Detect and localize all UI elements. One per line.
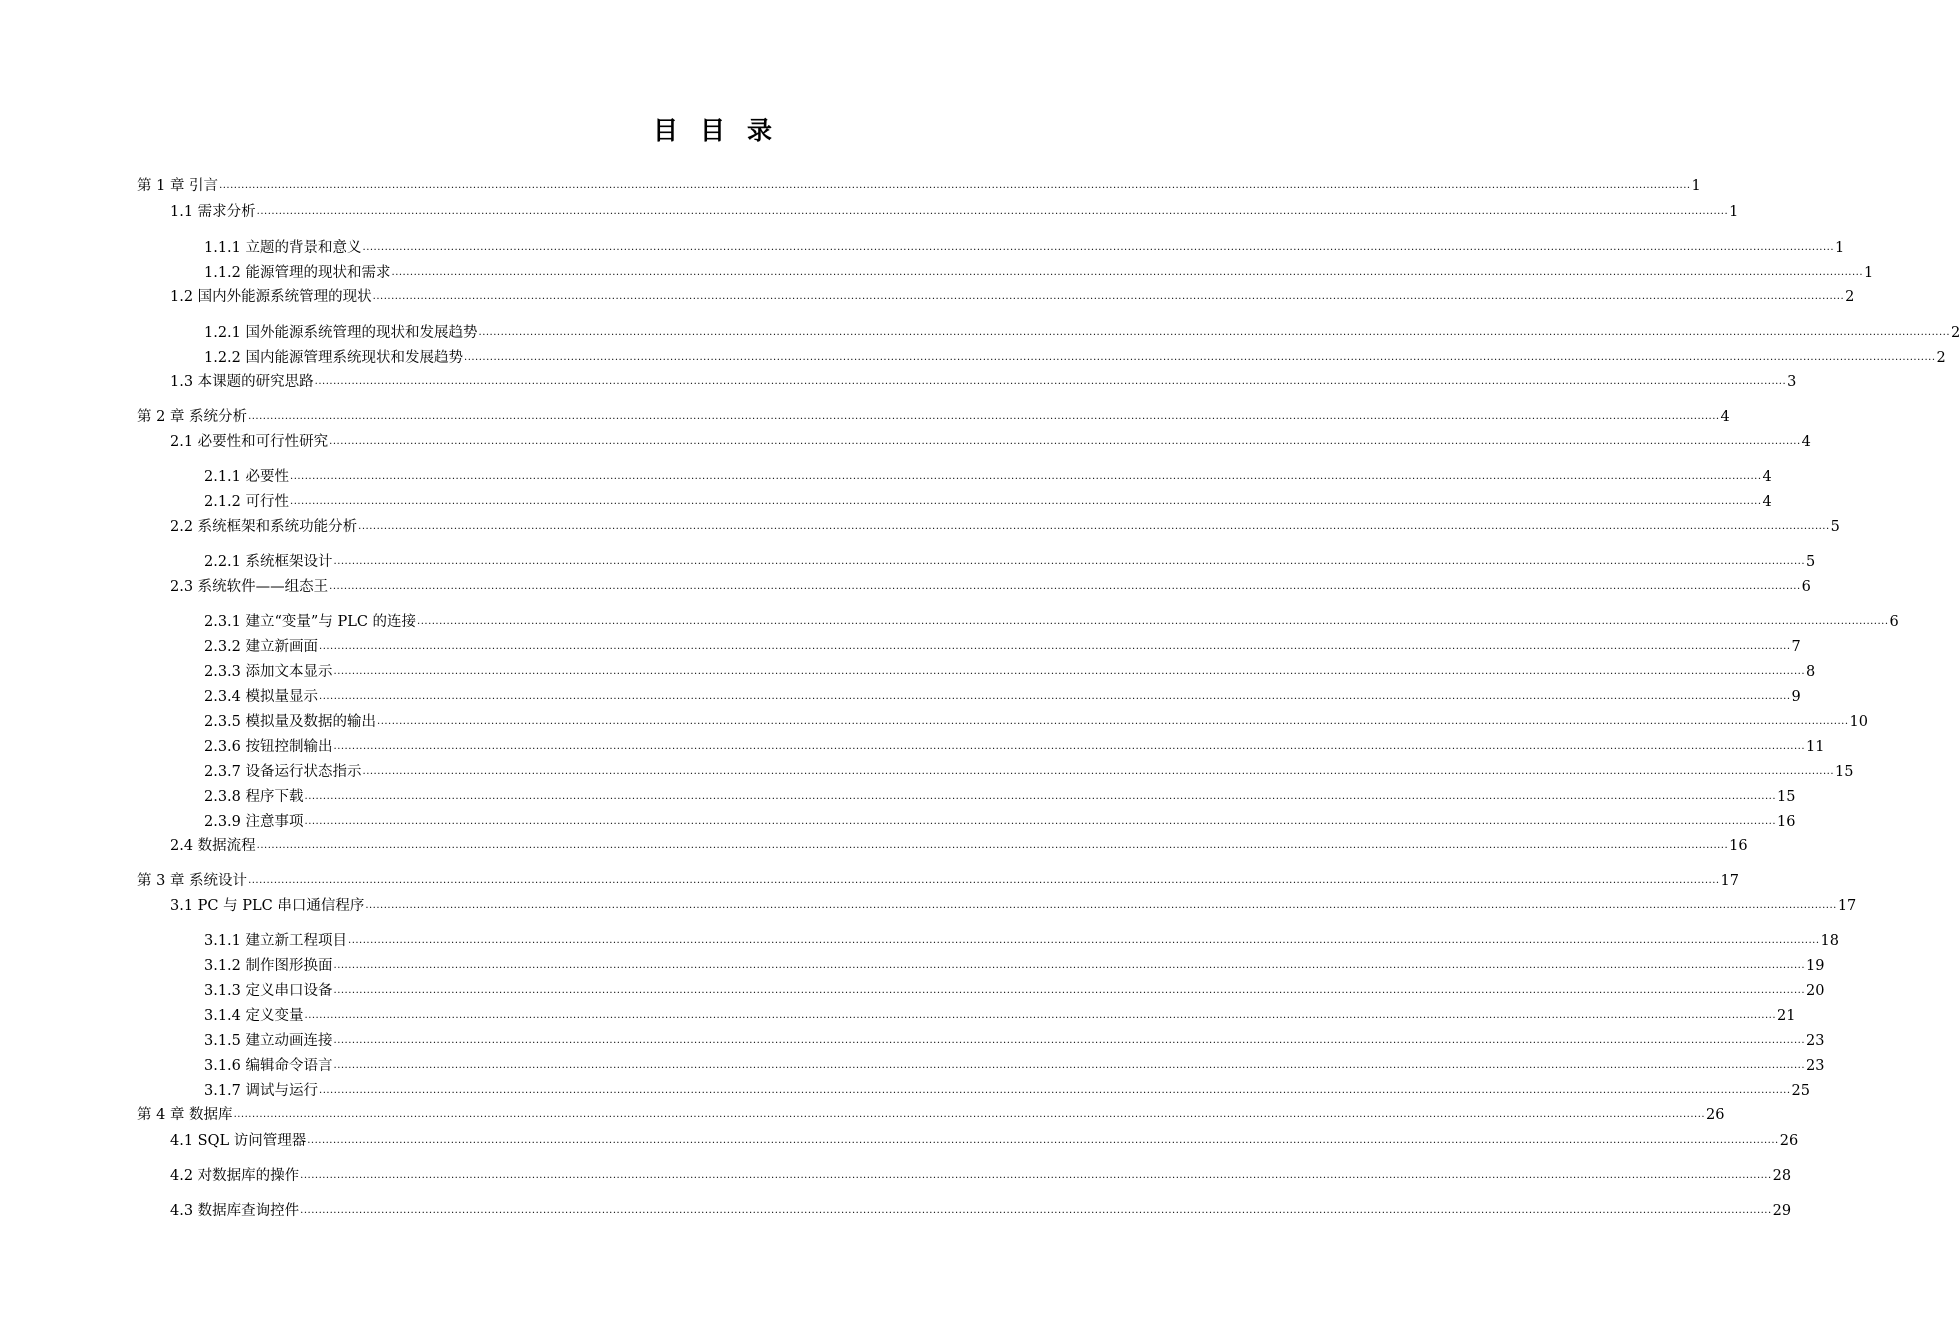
toc-entry[interactable] [204, 981, 1825, 1001]
toc-entry-label: 2.1.2 可行性 [204, 494, 290, 510]
toc-entry[interactable] [204, 762, 1854, 782]
toc-entry-page-number: 1 [1835, 240, 1845, 256]
toc-entry[interactable] [170, 1166, 1792, 1186]
toc-entry-page-number: 25 [1791, 1083, 1810, 1099]
toc-entry-page-number: 4 [1762, 469, 1772, 485]
toc-leader-dots: ................................................................................................................................................................................................................................................................................................................................................................................................................ [304, 816, 1776, 827]
toc-entry-label: 2.2.1 系统框架设计 [204, 554, 333, 570]
toc-leader-dots: ................................................................................................................................................................................................................................................................................................................................................................................................................ [319, 1085, 1791, 1096]
toc-entry[interactable] [137, 1105, 1725, 1125]
toc-leader-dots: ................................................................................................................................................................................................................................................................................................................................................................................................................ [365, 900, 1837, 911]
toc-entry-page-number: 21 [1777, 1008, 1796, 1024]
toc-entry-label: 1.2.2 国内能源管理系统现状和发展趋势 [204, 350, 464, 366]
toc-entry-label: 2.1.1 必要性 [204, 469, 290, 485]
toc-entry-label: 2.3.3 添加文本显示 [204, 664, 333, 680]
toc-leader-dots: ................................................................................................................................................................................................................................................................................................................................................................................................................ [314, 376, 1787, 387]
toc-entry-page-number: 7 [1791, 639, 1801, 655]
toc-leader-dots: ................................................................................................................................................................................................................................................................................................................................................................................................................ [290, 471, 1762, 482]
toc-entry[interactable] [204, 637, 1801, 657]
toc-entry-label: 3.1 PC 与 PLC 串口通信程序 [170, 898, 365, 914]
toc-entry-page-number: 17 [1720, 873, 1739, 889]
toc-leader-dots: ................................................................................................................................................................................................................................................................................................................................................................................................................ [333, 556, 1805, 567]
toc-entry[interactable] [204, 687, 1801, 707]
toc-leader-dots: ................................................................................................................................................................................................................................................................................................................................................................................................................ [333, 985, 1805, 996]
toc-entry-page-number: 3 [1787, 374, 1797, 390]
toc-entry[interactable] [170, 1131, 1799, 1151]
toc-entry-label: 3.1.5 建立动画连接 [204, 1033, 333, 1049]
toc-entry-label: 3.1.3 定义串口设备 [204, 983, 333, 999]
toc-leader-dots: ................................................................................................................................................................................................................................................................................................................................................................................................................ [256, 840, 1729, 851]
toc-entry[interactable] [204, 348, 1946, 368]
toc-entry-label: 2.3.5 模拟量及数据的输出 [204, 714, 377, 730]
toc-leader-dots: ................................................................................................................................................................................................................................................................................................................................................................................................................ [391, 267, 1863, 278]
toc-entry-page-number: 10 [1849, 714, 1868, 730]
toc-entry[interactable] [204, 812, 1796, 832]
toc-entry-page-number: 29 [1772, 1203, 1792, 1219]
toc-entry-page-number: 1 [1691, 178, 1701, 194]
toc-leader-dots: ................................................................................................................................................................................................................................................................................................................................................................................................................ [333, 666, 1805, 677]
toc-entry[interactable] [204, 238, 1845, 258]
toc-entry-label: 第 4 章 数据库 [137, 1107, 233, 1123]
toc-entry[interactable] [204, 787, 1796, 807]
toc-entry[interactable] [204, 467, 1772, 487]
toc-entry-page-number: 4 [1720, 409, 1730, 425]
toc-entry-page-number: 15 [1835, 764, 1854, 780]
toc-entry[interactable] [170, 836, 1748, 856]
toc-entry-label: 2.1 必要性和可行性研究 [170, 434, 329, 450]
toc-entry-page-number: 4 [1762, 494, 1772, 510]
toc-entry-page-number: 5 [1806, 554, 1816, 570]
toc-entry[interactable] [137, 176, 1701, 196]
toc-entry-label: 2.3.6 按钮控制输出 [204, 739, 333, 755]
toc-leader-dots: ................................................................................................................................................................................................................................................................................................................................................................................................................ [333, 1060, 1805, 1071]
toc-entry-page-number: 26 [1706, 1107, 1725, 1123]
toc-entry-label: 第 2 章 系统分析 [137, 409, 248, 425]
toc-leader-dots: ................................................................................................................................................................................................................................................................................................................................................................................................................ [362, 766, 1834, 777]
toc-entry-label: 3.1.2 制作图形换面 [204, 958, 333, 974]
toc-entry[interactable] [204, 931, 1839, 951]
toc-entry-label: 第 3 章 系统设计 [137, 873, 248, 889]
toc-entry[interactable] [204, 662, 1816, 682]
toc-entry[interactable] [204, 956, 1825, 976]
toc-entry-page-number: 1 [1729, 204, 1739, 220]
toc-entry-page-number: 9 [1791, 689, 1801, 705]
toc-entry-label: 3.1.4 定义变量 [204, 1008, 304, 1024]
toc-leader-dots: ................................................................................................................................................................................................................................................................................................................................................................................................................ [319, 691, 1791, 702]
toc-entry[interactable] [204, 1031, 1825, 1051]
toc-entry[interactable] [170, 287, 1855, 307]
toc-entry[interactable] [137, 407, 1730, 427]
toc-entry[interactable] [204, 1081, 1810, 1101]
toc-entry-page-number: 20 [1806, 983, 1825, 999]
toc-entry-page-number: 16 [1729, 838, 1748, 854]
toc-entry-label: 2.3 系统软件——组态王 [170, 579, 329, 595]
toc-entry[interactable] [170, 577, 1811, 597]
toc-entry[interactable] [204, 492, 1772, 512]
toc-leader-dots: ................................................................................................................................................................................................................................................................................................................................................................................................................ [290, 496, 1762, 507]
toc-entry[interactable] [204, 323, 1960, 343]
toc-leader-dots: ................................................................................................................................................................................................................................................................................................................................................................................................................ [333, 741, 1805, 752]
toc-entry[interactable] [204, 1006, 1796, 1026]
toc-entry-label: 1.1 需求分析 [170, 204, 256, 220]
toc-entry-label: 4.1 SQL 访问管理器 [170, 1133, 307, 1149]
toc-leader-dots: ................................................................................................................................................................................................................................................................................................................................................................................................................ [329, 581, 1801, 592]
toc-leader-dots: ................................................................................................................................................................................................................................................................................................................................................................................................................ [464, 352, 1936, 363]
toc-entry-page-number: 28 [1772, 1168, 1792, 1184]
toc-entry-page-number: 6 [1889, 614, 1899, 630]
toc-entry[interactable] [170, 372, 1797, 392]
toc-entry[interactable] [204, 612, 1899, 632]
toc-entry-label: 1.3 本课题的研究思路 [170, 374, 314, 390]
toc-entry-label: 3.1.6 编辑命令语言 [204, 1058, 333, 1074]
toc-entry-page-number: 2 [1845, 289, 1855, 305]
toc-entry-page-number: 1 [1864, 265, 1874, 281]
toc-entry-label: 1.2 国内外能源系统管理的现状 [170, 289, 372, 305]
toc-entry[interactable] [204, 1056, 1825, 1076]
toc-leader-dots: ................................................................................................................................................................................................................................................................................................................................................................................................................ [233, 1109, 1706, 1120]
toc-entry-label: 第 1 章 引言 [137, 178, 219, 194]
toc-leader-dots: ................................................................................................................................................................................................................................................................................................................................................................................................................ [300, 1205, 1772, 1216]
toc-entry-label: 4.2 对数据库的操作 [170, 1168, 300, 1184]
toc-entry-label: 4.3 数据库查询控件 [170, 1203, 300, 1219]
toc-entry[interactable] [137, 871, 1739, 891]
toc-leader-dots: ................................................................................................................................................................................................................................................................................................................................................................................................................ [248, 875, 1720, 886]
toc-entry-page-number: 11 [1806, 739, 1825, 755]
toc-leader-dots: ................................................................................................................................................................................................................................................................................................................................................................................................................ [304, 791, 1776, 802]
toc-leader-dots: ................................................................................................................................................................................................................................................................................................................................................................................................................ [333, 960, 1805, 971]
toc-entry-page-number: 23 [1806, 1033, 1825, 1049]
toc-entry[interactable] [170, 1201, 1792, 1221]
toc-entry[interactable] [170, 432, 1811, 452]
toc-entry[interactable] [170, 202, 1739, 222]
toc-entry-label: 2.4 数据流程 [170, 838, 256, 854]
toc-entry-page-number: 23 [1806, 1058, 1825, 1074]
toc-entry-page-number: 2 [1951, 325, 1960, 341]
toc-entry[interactable] [204, 712, 1868, 732]
toc-leader-dots: ................................................................................................................................................................................................................................................................................................................................................................................................................ [478, 327, 1950, 338]
toc-leader-dots: ................................................................................................................................................................................................................................................................................................................................................................................................................ [362, 242, 1834, 253]
toc-entry[interactable] [170, 896, 1857, 916]
toc-leader-dots: ................................................................................................................................................................................................................................................................................................................................................................................................................ [417, 616, 1889, 627]
toc-entry[interactable] [204, 737, 1825, 757]
toc-entry-label: 2.3.2 建立新画面 [204, 639, 319, 655]
toc-entry-label: 1.1.1 立题的背景和意义 [204, 240, 362, 256]
toc-leader-dots: ................................................................................................................................................................................................................................................................................................................................................................................................................ [304, 1010, 1776, 1021]
toc-entry-label: 2.3.4 模拟量显示 [204, 689, 319, 705]
toc-leader-dots: ................................................................................................................................................................................................................................................................................................................................................................................................................ [348, 935, 1820, 946]
toc-entry-label: 1.2.1 国外能源系统管理的现状和发展趋势 [204, 325, 478, 341]
toc-entry-label: 3.1.1 建立新工程项目 [204, 933, 348, 949]
toc-entry-page-number: 15 [1777, 789, 1796, 805]
toc-leader-dots: ................................................................................................................................................................................................................................................................................................................................................................................................................ [300, 1170, 1772, 1181]
toc-entry-page-number: 19 [1806, 958, 1825, 974]
toc-entry-label: 2.2 系统框架和系统功能分析 [170, 519, 358, 535]
toc-entry-page-number: 2 [1936, 350, 1946, 366]
toc-entry[interactable] [204, 263, 1874, 283]
toc-leader-dots: ................................................................................................................................................................................................................................................................................................................................................................................................................ [307, 1135, 1779, 1146]
toc-leader-dots: ................................................................................................................................................................................................................................................................................................................................................................................................................ [319, 641, 1791, 652]
toc-entry-page-number: 26 [1779, 1133, 1799, 1149]
toc-leader-dots: ................................................................................................................................................................................................................................................................................................................................................................................................................ [372, 291, 1845, 302]
toc-entry-page-number: 6 [1801, 579, 1811, 595]
toc-entry-page-number: 5 [1830, 519, 1840, 535]
toc-leader-dots: ................................................................................................................................................................................................................................................................................................................................................................................................................ [377, 716, 1849, 727]
toc-leader-dots: ................................................................................................................................................................................................................................................................................................................................................................................................................ [333, 1035, 1805, 1046]
toc-entry-page-number: 17 [1837, 898, 1857, 914]
toc-entry-page-number: 4 [1801, 434, 1811, 450]
toc-entry[interactable] [170, 517, 1840, 537]
toc-entry-page-number: 8 [1806, 664, 1816, 680]
toc-leader-dots: ................................................................................................................................................................................................................................................................................................................................................................................................................ [358, 521, 1830, 532]
toc-entry-label: 2.3.1 建立“变量”与 PLC 的连接 [204, 614, 417, 630]
toc-entry-label: 2.3.8 程序下载 [204, 789, 304, 805]
toc-leader-dots: ................................................................................................................................................................................................................................................................................................................................................................................................................ [219, 180, 1691, 191]
toc-entry-label: 2.3.9 注意事项 [204, 814, 304, 830]
toc-entry-page-number: 18 [1820, 933, 1839, 949]
toc-leader-dots: ................................................................................................................................................................................................................................................................................................................................................................................................................ [329, 436, 1801, 447]
page-title: 目目录 [653, 116, 795, 145]
toc-entry-label: 3.1.7 调试与运行 [204, 1083, 319, 1099]
toc-entry-label: 1.1.2 能源管理的现状和需求 [204, 265, 391, 281]
toc-leader-dots: ................................................................................................................................................................................................................................................................................................................................................................................................................ [256, 206, 1729, 217]
toc-leader-dots: ................................................................................................................................................................................................................................................................................................................................................................................................................ [248, 411, 1720, 422]
toc-entry-page-number: 16 [1777, 814, 1796, 830]
toc-entry-label: 2.3.7 设备运行状态指示 [204, 764, 362, 780]
toc-entry[interactable] [204, 552, 1816, 572]
